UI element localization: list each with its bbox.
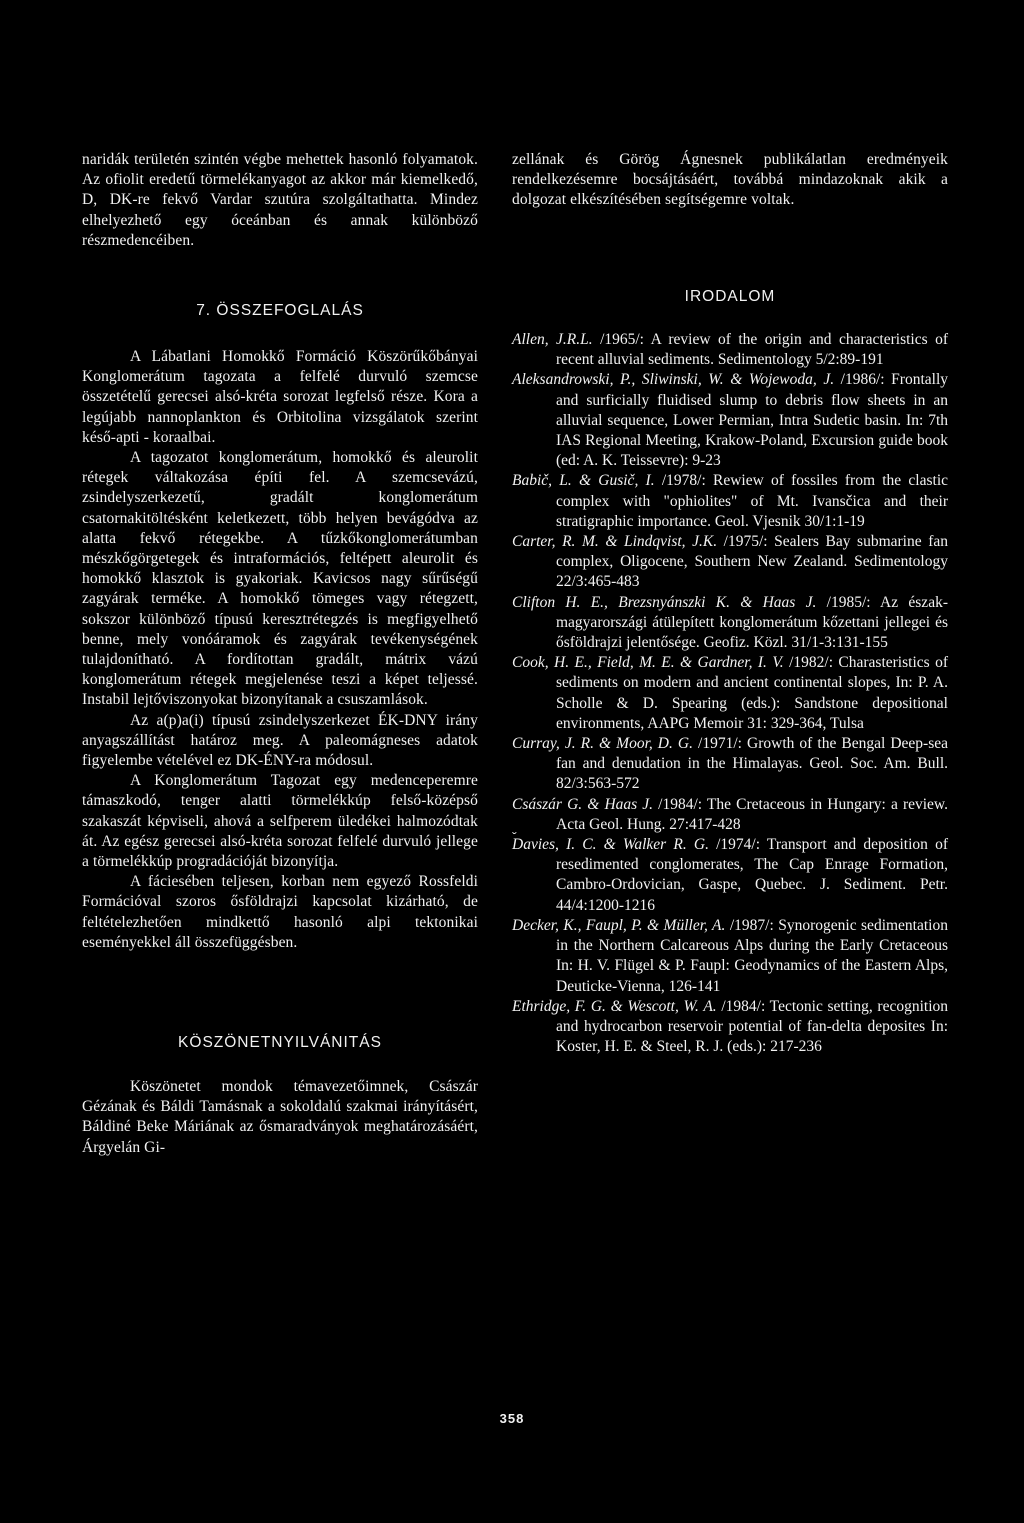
reference-authors: Aleksandrowski, P., Sliwinski, W. & Wojewoda, J. xyxy=(512,371,835,389)
reference-authors: Carter, R. M. & Lindqvist, J.K. xyxy=(512,533,718,551)
reference-entry xyxy=(512,916,948,997)
reference-details: /1987/: Synorogenic sedimentation in the Northern Calcareous Alps during the Early Cretaceous In: H. V. Flügel & P. Faupl: Geodynamics of the Eastern Alps, Deuticke-Vienna, 126-141 xyxy=(556,916,948,995)
reference-details: /1978/: Rewiew of fossiles from the clastic complex with "ophiolites" of Mt. Ivansčica and their stratigraphic importance. Geol. Vjesnik 30/1:1-19 xyxy=(556,472,949,530)
reference-entry xyxy=(512,330,948,370)
reference-details: /1984/: The Cretaceous in Hungary: a review. Acta Geol. Hung. 27:417-428 xyxy=(556,795,948,833)
reference-entry xyxy=(512,795,948,835)
reference-entry xyxy=(512,532,948,593)
reference-details: /1974/: Transport and deposition of resedimented conglomerates, The Cap Enrage Formation, Cambro-Ordovician, Gaspe, Quebec. J. Sediment. Petr. 44/4:1200-1216 xyxy=(556,836,948,914)
page-number: 358 xyxy=(499,1411,525,1426)
reference-authors: Clifton H. E., Brezsnyánszki K. & Haas J. xyxy=(512,593,817,611)
section-heading-references: IRODALOM xyxy=(684,288,776,305)
stray-mark: ˬ xyxy=(512,820,517,835)
reference-authors: Ethridge, F. G. & Wescott, W. A. xyxy=(512,997,717,1015)
acknowledgements-paragraph: Köszönetet mondok témavezetőimnek, Császár Gézának és Báldi Tamásnak a sokoldalú szakmai irányításért, Báldiné Beke Máriának az ősmaradványok meghatározásáért, Árgyelán Gi- xyxy=(82,1078,478,1156)
summary-paragraph: A Lábatlani Homokkő Formáció Köszörűkőbányai Konglomerátum tagozata a felfelé durvuló szemcse összetételű gerecsei alsó-kréta sorozat legfelső része. Kora a legújabb nannoplankton és Orbitolina vizsgálatok szerint késő-apti - koraalbai. xyxy=(82,348,478,446)
summary-body xyxy=(82,347,478,953)
acknowledgements-continuation: zellának és Görög Ágnesnek publikálatlan eredményeik rendelkezésemre bocsájtásáért, továbbá mindazoknak akik a dolgozat elkészítésében segítségemre voltak. xyxy=(512,151,948,209)
summary-paragraph: A Konglomerátum Tagozat egy medenceperemre támaszkodó, tenger alatti törmelékkúp felső-középső szakaszát képviseli, ahová a selfperem üledékei halmozódtak át. Az egész gerecsei alsó-kréta sorozat felfelé durvuló jellege a törmelékkúp progradációját bizonyítja. xyxy=(82,772,478,871)
section-heading-summary: 7. ÖSSZEFOGLALÁS xyxy=(196,302,364,319)
reference-details: /1986/: Frontally and surficially fluidised slump to debris flow sheets in an alluvial sequence, Lower Permian, Intra Sudetic basin. In: 7th IAS Regional Meeting, Krakow-Poland, Excursion guide book (ed: A. K. Teissevre): 9-23 xyxy=(556,371,949,470)
reference-details: /1965/: A review of the origin and characteristics of recent alluvial sediments. Sedimentology 5/2:89-191 xyxy=(556,331,948,369)
section-heading-acknowledgements: KÖSZÖNETNYILVÁNITÁS xyxy=(178,1034,382,1051)
summary-paragraph: A fáciesében teljesen, korban nem egyező Rossfeldi Formációval szoros ősföldrajzi kapcsolat kizárható, de feltételezhetően mindkettő hasonló alpi tektonikai eseményekkel áll összefüggésben. xyxy=(82,873,478,951)
reference-authors: Babič, L. & Gusič, I. xyxy=(512,472,655,490)
reference-details: /1971/: Growth of the Bengal Deep-sea fan and denudation in the Himalayas. Geol. Soc. Am. Bull. 82/3:563-572 xyxy=(556,735,948,793)
reference-details: /1982/: Charasteristics of sediments on modern and ancient continental slopes, In: P. A. Scholle & D. Spearing (eds.): Sandstone depositional environments, AAPG Memoir 31: 329-364, Tulsa xyxy=(556,654,948,732)
reference-entry xyxy=(512,653,948,734)
reference-authors: Decker, K., Faupl, P. & Müller, A. xyxy=(512,916,726,934)
intro-paragraph: naridák területén szintén végbe mehettek hasonló folyamatok. Az ofiolit eredetű törmelékanyagot az akkor már kiemelkedő, D, DK-re fekvő Vardar szutúra szolgáltathatta. Mindez elhelyezhető egy óceánban és annak különböző részmedencéiben. xyxy=(82,151,478,249)
reference-authors: Allen, J.R.L. xyxy=(512,331,593,348)
reference-entry xyxy=(512,734,948,795)
reference-authors: Curray, J. R. & Moor, D. G. xyxy=(512,735,693,753)
reference-entry xyxy=(512,370,948,471)
reference-entry xyxy=(512,997,948,1058)
reference-details: /1975/: Sealers Bay submarine fan complex, Oligocene, Southern New Zealand. Sedimentology 22/3:465-483 xyxy=(556,533,948,591)
reference-list xyxy=(512,330,948,1057)
reference-details: /1984/: Tectonic setting, recognition and hydrocarbon reservoir potential of fan-delta deposites In: Koster, H. E. & Steel, R. J. (eds.): 217-236 xyxy=(556,997,948,1056)
reference-authors: Császár G. & Haas J. xyxy=(512,795,654,813)
summary-paragraph: Az a(p)a(i) típusú zsindelyszerkezet ÉK-DNY irány anyagszállítást határoz meg. A paleomágneses adatok figyelembe vételével ez DK-ÉNY-ra módosul. xyxy=(82,711,478,770)
reference-entry xyxy=(512,593,948,654)
reference-authors: Davies, I. C. & Walker R. G. xyxy=(512,836,709,854)
reference-details: /1985/: Az észak-magyarországi átülepített konglomerátum kőzettani jellegei és ősföldrajzi jelentősége. Geofiz. Közl. 31/1-3:131-155 xyxy=(556,593,948,652)
reference-entry xyxy=(512,835,948,916)
summary-paragraph: A tagozatot konglomerátum, homokkő és aleurolit rétegek váltakozása építi fel. A szemcsevázú, zsindelyszerkezetű, gradált konglomerátum csatornakitöltésként keletkezett, több helyen bevágódva az alatta fekvő rétegekbe. A tűzkőkonglomerátumban mészkőgörgetegek és intraformációs, feltépett aleurolit és homokkő klasztok is gyakoriak. Kavicsos nagy sűrűségű zagyárak terméke. A homokkő tömeges vagy rétegzett, sokszor különböző típusú keresztrétegzés is megfigyelhető benne, mely vonóáramok és zagyárak tevékenységének tulajdonítható. A fordítottan gradált, mátrix vázú konglomerátum rétegek megjelenése teszi a képet teljessé. Instabil lejtőviszonyokat bizonyítanak a csuszamlások. xyxy=(82,449,478,709)
reference-entry xyxy=(512,471,948,532)
reference-authors: Cook, H. E., Field, M. E. & Gardner, I. V. xyxy=(512,654,784,672)
